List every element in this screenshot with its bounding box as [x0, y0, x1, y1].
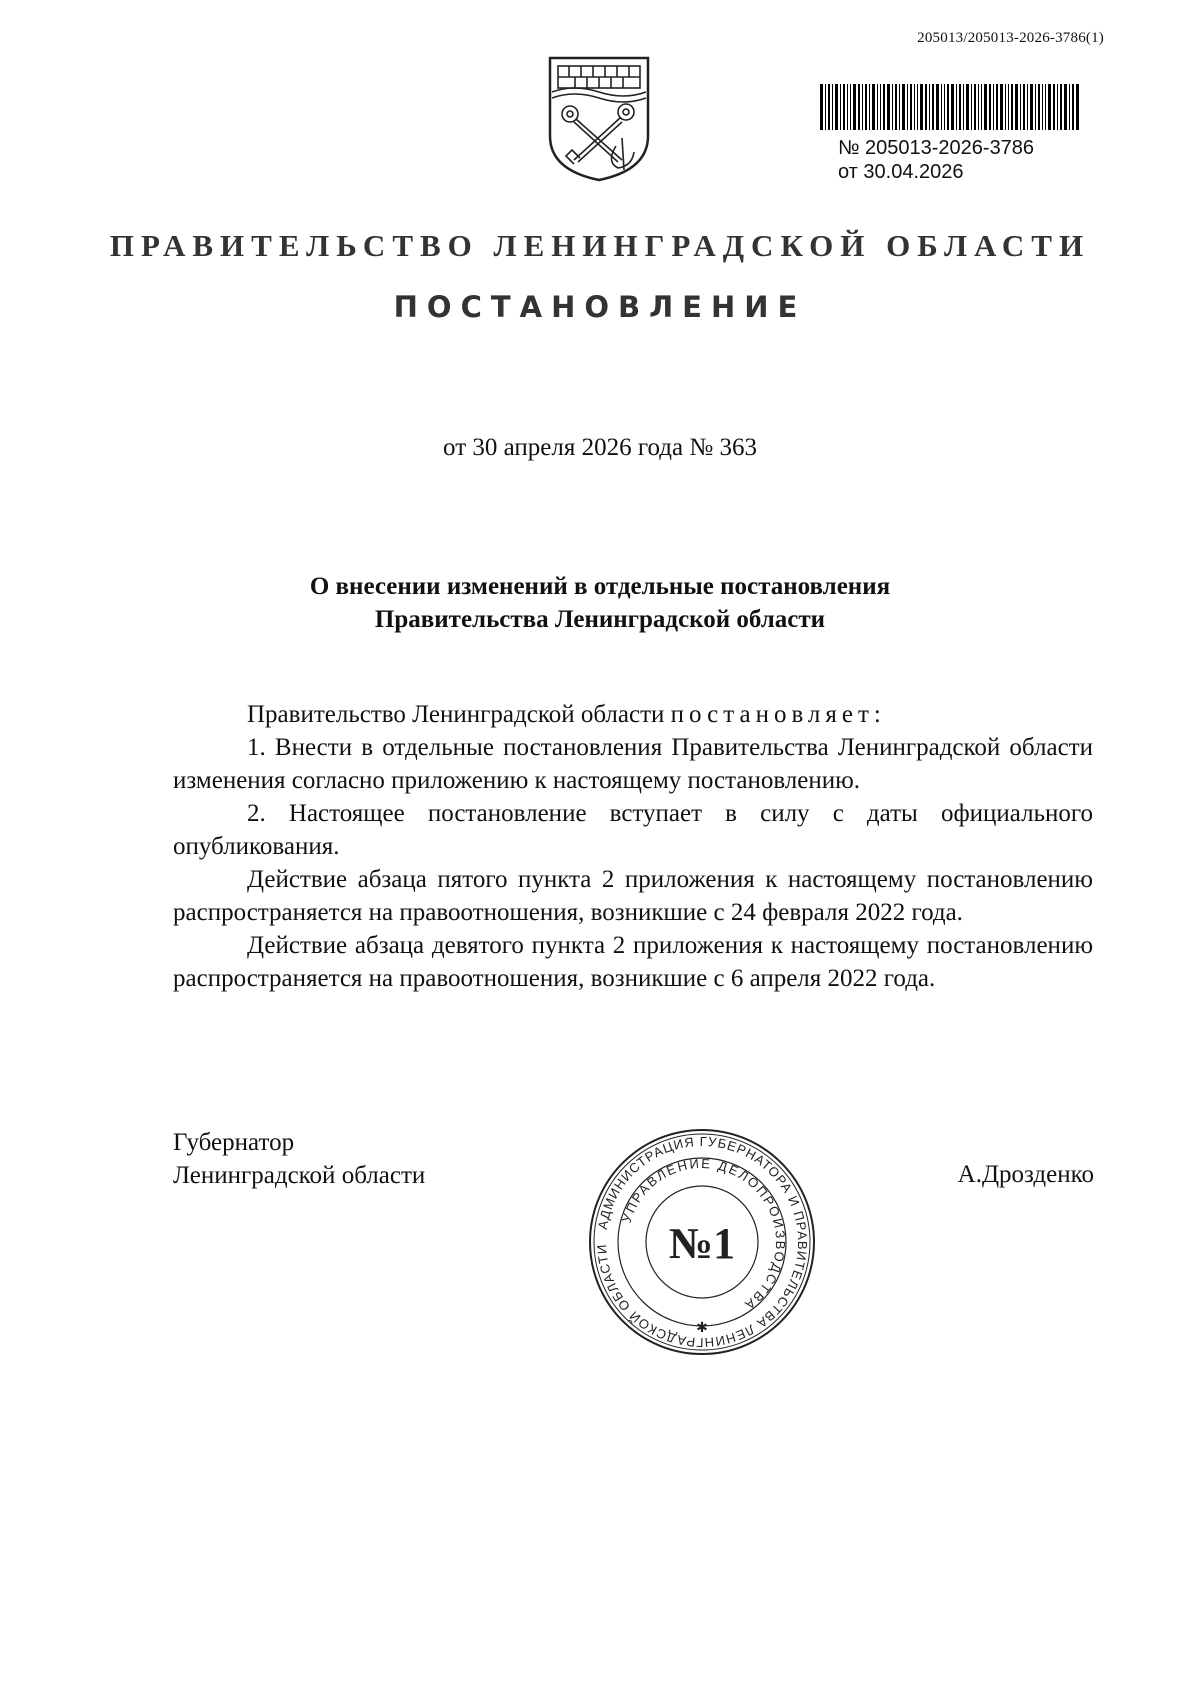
stamp-number: №1 — [668, 1219, 736, 1268]
position-line-1: Губернатор — [173, 1129, 295, 1156]
official-stamp — [586, 1126, 818, 1358]
subject-line-1: О внесении изменений в отдельные постановления — [309, 573, 891, 600]
coat-of-arms-icon — [544, 52, 654, 184]
document-subject — [0, 570, 1200, 636]
stamp-outer-text: АДМИНИСТРАЦИЯ ГУБЕРНАТОРА И ПРАВИТЕЛЬСТВА ЛЕНИНГРАДСКОЙ ОБЛАСТИ — [593, 1133, 811, 1351]
barcode — [820, 84, 1080, 130]
intro-text: Правительство Ленинградской области — [247, 701, 671, 728]
paragraph-4: Действие абзаца девятого пункта 2 приложения к настоящему постановлению распространяется на правоотношения, возникшие с 6 апреля 2022 года. — [173, 932, 1093, 992]
paragraph-3: Действие абзаца пятого пункта 2 приложения к настоящему постановлению распространяется на правоотношения, возникшие с 24 февраля 2022 года. — [173, 866, 1093, 926]
position-line-2: Ленинградской области — [173, 1162, 426, 1189]
signatory-position — [173, 1126, 425, 1192]
paragraph-1: 1. Внести в отдельные постановления Правительства Ленинградской области изменения согласно приложению к настоящему постановлению. — [173, 734, 1093, 794]
intro-verb: постановляет: — [670, 701, 886, 728]
signatory-name: А.Дрозденко — [957, 1161, 1094, 1188]
paragraph-2: 2. Настоящее постановление вступает в силу с даты официального опубликования. — [173, 800, 1093, 860]
document-date-line: от 30 апреля 2026 года № 363 — [443, 434, 757, 461]
document-body — [173, 698, 1093, 995]
document-kind: ПОСТАНОВЛЕНИЕ — [393, 290, 807, 324]
subject-line-2: Правительства Ленинградской области — [374, 606, 826, 633]
stamp-inner-text: УПРАВЛЕНИЕ ДЕЛОПРОИЗВОДСТВА — [618, 1155, 789, 1314]
registration-number: № 205013-2026-3786 — [838, 137, 1035, 159]
government-title: ПРАВИТЕЛЬСТВО ЛЕНИНГРАДСКОЙ ОБЛАСТИ — [109, 228, 1091, 263]
registration-date: от 30.04.2026 — [838, 161, 964, 183]
document-id: 205013/205013-2026-3786(1) — [917, 30, 1104, 46]
registration-block — [820, 84, 1090, 184]
intro-paragraph — [173, 698, 1093, 731]
stamp-star-icon: ✱ — [696, 1321, 708, 1336]
